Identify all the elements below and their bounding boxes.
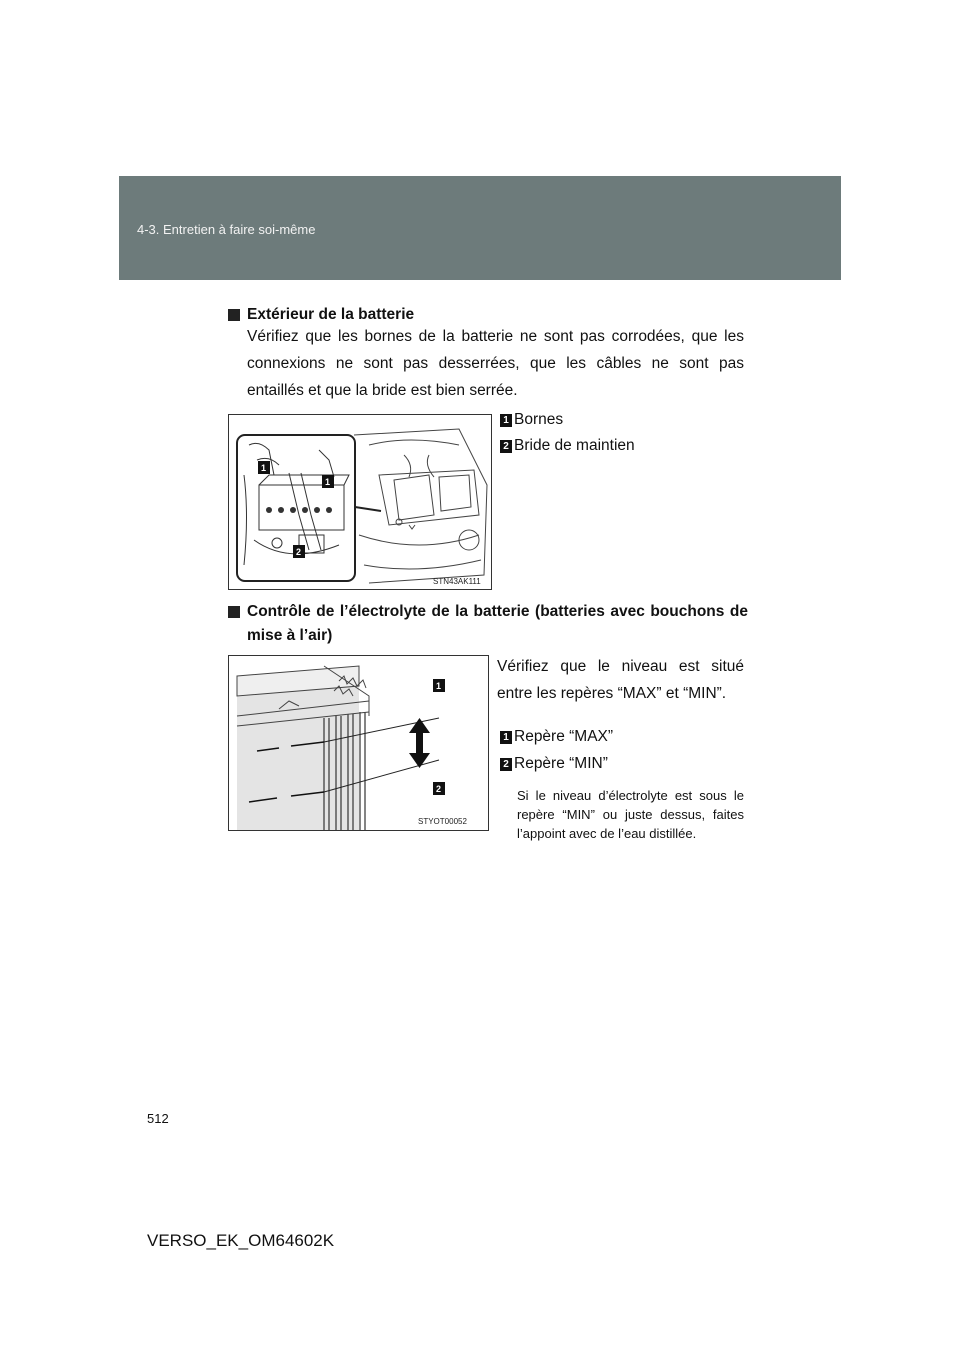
section1-title: Extérieur de la batterie	[247, 306, 415, 323]
bullet-square-icon	[228, 309, 240, 321]
bullet-square-icon	[228, 606, 240, 618]
svg-text:1: 1	[325, 477, 331, 487]
battery-engine-illustration	[229, 415, 491, 589]
distilled-water-note: Si le niveau d’électrolyte est sous le repère “MIN” ou juste dessus, faites l’appoint avec de l’eau distillée.	[517, 788, 744, 841]
callout-2-badge: 2	[500, 758, 512, 771]
legend-item-min	[500, 755, 608, 773]
figure2-code: STYOT00052	[418, 817, 467, 826]
document-id: VERSO_EK_OM64602K	[147, 1231, 335, 1250]
battery-level-illustration	[229, 656, 488, 830]
legend-item-bride	[500, 437, 635, 455]
svg-text:1: 1	[436, 681, 442, 691]
legend-label: Repère “MAX”	[514, 728, 614, 745]
svg-text:2: 2	[436, 784, 442, 794]
page-number: 512	[147, 1111, 169, 1126]
electrolyte-level-figure	[228, 655, 489, 831]
legend-label: Repère “MIN”	[514, 755, 608, 772]
legend-item-max	[500, 728, 613, 746]
section-breadcrumb: 4-3. Entretien à faire soi-même	[137, 222, 316, 237]
legend-label: Bride de maintien	[514, 437, 635, 454]
svg-text:2: 2	[296, 547, 302, 557]
legend-item-bornes	[500, 411, 563, 429]
header-band	[119, 176, 841, 280]
battery-exterior-figure	[228, 414, 492, 590]
callout-1-badge: 1	[500, 731, 512, 744]
section1-body: Vérifiez que les bornes de la batterie ne sont pas corrodées, que les connexions ne sont pas desserrées, que les câbles ne sont pas entaillés et que la bride est bien serrée.	[247, 328, 744, 399]
callout-2-badge: 2	[500, 440, 512, 453]
legend-label: Bornes	[514, 411, 564, 428]
section2-heading	[228, 600, 748, 648]
callout-1-badge: 1	[500, 414, 512, 427]
section2-title: Contrôle de l’électrolyte de la batterie (batteries avec bouchons de mise à l’air)	[247, 603, 748, 644]
svg-text:1: 1	[261, 463, 267, 473]
section2-body: Vérifiez que le niveau est situé entre les repères “MAX” et “MIN”.	[497, 658, 744, 702]
figure1-code: STN43AK111	[433, 577, 481, 586]
